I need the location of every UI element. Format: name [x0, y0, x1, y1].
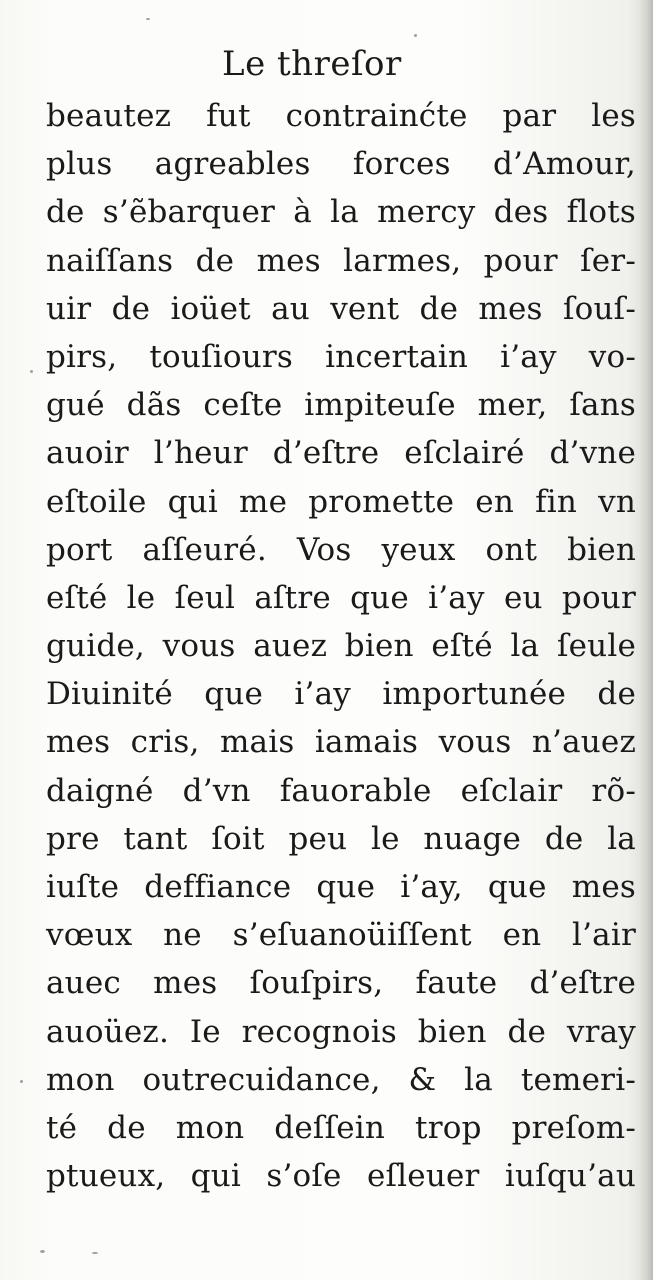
text-line: Diuinité que i’ay importunée de: [46, 676, 636, 713]
text-line: té de mon deſſein trop preſom-: [46, 1109, 636, 1146]
text-line: mes cris, mais iamais vous n’auez: [46, 724, 636, 761]
text-line: auec mes ſouſpirs, faute d’eſtre: [46, 965, 636, 1002]
text-line: pre tant ſoit peu le nuage de la: [46, 820, 636, 857]
text-line: uir de ioüet au vent de mes ſouſ-: [46, 290, 636, 327]
text-line: auoüez. Ie recognois bien de vray: [46, 1013, 636, 1050]
paper-speck: [92, 1252, 98, 1254]
page-edge-shadow: [639, 0, 653, 1280]
text-line: beautez fut contrainćte par les: [46, 98, 636, 134]
paper-speck: [20, 1080, 23, 1083]
text-line: auoir l’heur d’eſtre eſclairé d’vne: [46, 435, 636, 472]
text-line: eſtoile qui me promette en fin vn: [46, 483, 636, 520]
text-line: guide, vous auez bien eſté la ſeule: [46, 628, 636, 665]
text-line: ptueux, qui s’oſe eſleuer iuſqu’au: [46, 1158, 636, 1195]
text-line: gué dãs ceſte impiteuſe mer, ſans: [46, 387, 636, 424]
text-line: naiſſans de mes larmes, pour ſer-: [46, 242, 636, 279]
text-line: plus agreables forces d’Amour,: [46, 146, 636, 183]
text-line: iuſte deffiance que i’ay, que mes: [46, 869, 636, 905]
text-line: pirs, touſiours incertain i’ay vo-: [46, 338, 636, 375]
body-text: [46, 92, 636, 1200]
text-line: port aſſeuré. Vos yeux ont bien: [46, 531, 636, 568]
paper-speck: [414, 34, 417, 37]
paper-speck: [146, 18, 150, 20]
text-line: vœux ne s’eſuanoüiſſent en l’air: [46, 917, 636, 954]
text-line: de s’ẽbarquer à la mercy des flots: [46, 194, 636, 231]
paper-speck: [40, 1250, 45, 1253]
paper-speck: [30, 370, 33, 373]
text-line: daigné d’vn fauorable eſclair rõ-: [46, 772, 636, 809]
text-line: mon outrecuidance, & la temeri-: [46, 1061, 636, 1098]
running-head: Le threſor: [222, 44, 402, 84]
text-line: eſté le ſeul aſtre que i’ay eu pour: [46, 579, 636, 616]
